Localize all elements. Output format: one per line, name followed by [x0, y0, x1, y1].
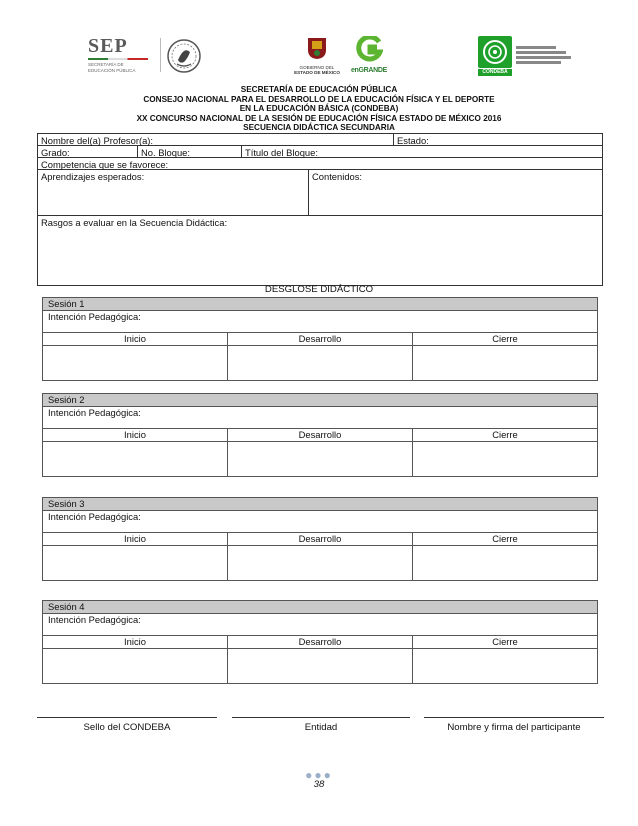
- sep-logo: [88, 36, 158, 76]
- session-column-headers: [43, 429, 597, 442]
- edomex-line2: ESTADO DE MÉXICO: [294, 70, 340, 75]
- session-title: Sesión 3: [43, 498, 597, 511]
- closing-cell[interactable]: [412, 546, 597, 580]
- closing-cell[interactable]: [412, 442, 597, 476]
- col-development: Desarrollo: [227, 533, 412, 545]
- session-intent-field[interactable]: Intención Pedagógica:: [43, 511, 597, 533]
- expected-learning-field[interactable]: Aprendizajes esperados:: [41, 171, 145, 182]
- col-development: Desarrollo: [227, 429, 412, 441]
- session-title: Sesión 4: [43, 601, 597, 614]
- title-line-4: XX CONCURSO NACIONAL DE LA SESIÓN DE EDUCACIÓN FÍSICA ESTADO DE MÉXICO 2016: [136, 113, 502, 123]
- form-row-grade: [37, 146, 603, 158]
- condeba-logo: [478, 36, 512, 76]
- session-title: Sesión 2: [43, 394, 597, 407]
- col-closing: Cierre: [412, 533, 597, 545]
- col-closing: Cierre: [412, 429, 597, 441]
- session-body: [43, 346, 597, 380]
- sep-subtitle-2: EDUCACIÓN PÚBLICA: [88, 68, 136, 73]
- engrande-g-icon: [355, 36, 383, 62]
- form-row-teacher: [37, 133, 603, 146]
- form-row-competence: [37, 158, 603, 170]
- start-cell[interactable]: [43, 649, 227, 683]
- breakdown-title: DESGLOSE DIDÁCTICO: [264, 284, 374, 295]
- closing-cell[interactable]: [412, 649, 597, 683]
- session-intent-field[interactable]: Intención Pedagógica:: [43, 311, 597, 333]
- col-start: Inicio: [124, 429, 146, 440]
- page-number: 38: [313, 779, 325, 790]
- session-body: [43, 546, 597, 580]
- start-cell[interactable]: [43, 346, 227, 380]
- session-block-1: [42, 297, 598, 381]
- logo-divider: [160, 38, 161, 72]
- col-start: Inicio: [124, 333, 146, 344]
- participant-signature-line: [424, 717, 604, 718]
- col-start: Inicio: [124, 533, 146, 544]
- edomex-line1: GOBIERNO DEL: [299, 65, 335, 70]
- title-line-1: SECRETARÍA DE EDUCACIÓN PÚBLICA: [240, 85, 398, 94]
- start-cell[interactable]: [43, 442, 227, 476]
- teacher-name-field[interactable]: Nombre del(a) Profesor(a):: [41, 135, 154, 146]
- session-column-headers: [43, 636, 597, 649]
- col-development: Desarrollo: [227, 636, 412, 648]
- engrande-text: enGRANDE: [350, 67, 388, 74]
- traits-field[interactable]: Rasgos a evaluar en la Secuencia Didáctica:: [41, 217, 228, 228]
- session-column-headers: [43, 533, 597, 546]
- engrande-logo: [346, 36, 392, 76]
- development-cell[interactable]: [227, 649, 412, 683]
- edomex-shield-icon: [306, 36, 328, 60]
- edomex-logo: [290, 36, 344, 76]
- session-title: Sesión 1: [43, 298, 597, 311]
- session-body: [43, 649, 597, 683]
- seal-label: Sello del CONDEBA: [83, 722, 171, 733]
- session-block-3: [42, 497, 598, 581]
- contents-field[interactable]: Contenidos:: [308, 170, 602, 215]
- title-line-3: EN LA EDUCACIÓN BÁSICA (CONDEBA): [239, 104, 399, 114]
- page-dots: ●●●: [305, 768, 333, 782]
- condeba-emblem-icon: [478, 36, 512, 68]
- session-block-2: [42, 393, 598, 477]
- development-cell[interactable]: [227, 442, 412, 476]
- session-intent-field[interactable]: Intención Pedagógica:: [43, 407, 597, 429]
- session-block-4: [42, 600, 598, 684]
- form-row-learning: [37, 170, 603, 216]
- session-intent-field[interactable]: Intención Pedagógica:: [43, 614, 597, 636]
- block-number-field[interactable]: No. Bloque:: [137, 146, 241, 157]
- entity-signature-line: [232, 717, 410, 718]
- condeba-fine-print: [516, 44, 576, 66]
- competence-field[interactable]: Competencia que se favorece:: [41, 159, 169, 170]
- col-closing: Cierre: [412, 636, 597, 648]
- session-column-headers: [43, 333, 597, 346]
- block-title-field[interactable]: Título del Bloque:: [241, 146, 602, 157]
- title-line-2: CONSEJO NACIONAL PARA EL DESARROLLO DE LA EDUCACIÓN FÍSICA Y EL DEPORTE: [143, 94, 495, 104]
- development-cell[interactable]: [227, 546, 412, 580]
- col-closing: Cierre: [412, 333, 597, 345]
- development-cell[interactable]: [227, 346, 412, 380]
- mexico-seal-icon: [166, 38, 202, 74]
- document-titles: [0, 85, 638, 133]
- start-cell[interactable]: [43, 546, 227, 580]
- seal-signature-line: [37, 717, 217, 718]
- closing-cell[interactable]: [412, 346, 597, 380]
- condeba-label: CONDEBA: [478, 69, 512, 76]
- col-start: Inicio: [124, 636, 146, 647]
- sep-logo-text: SEP: [88, 35, 128, 57]
- entity-label: Entidad: [304, 722, 338, 733]
- sep-subtitle-1: SECRETARÍA DE: [88, 62, 124, 67]
- session-body: [43, 442, 597, 476]
- grade-field[interactable]: Grado:: [41, 147, 70, 158]
- col-development: Desarrollo: [227, 333, 412, 345]
- participant-label: Nombre y firma del participante: [447, 722, 581, 733]
- sep-flag-bar: [88, 58, 148, 60]
- state-field[interactable]: Estado:: [393, 134, 602, 145]
- title-line-5: SECUENCIA DIDÁCTICA SECUNDARIA: [243, 123, 395, 133]
- form-row-traits: [37, 216, 603, 286]
